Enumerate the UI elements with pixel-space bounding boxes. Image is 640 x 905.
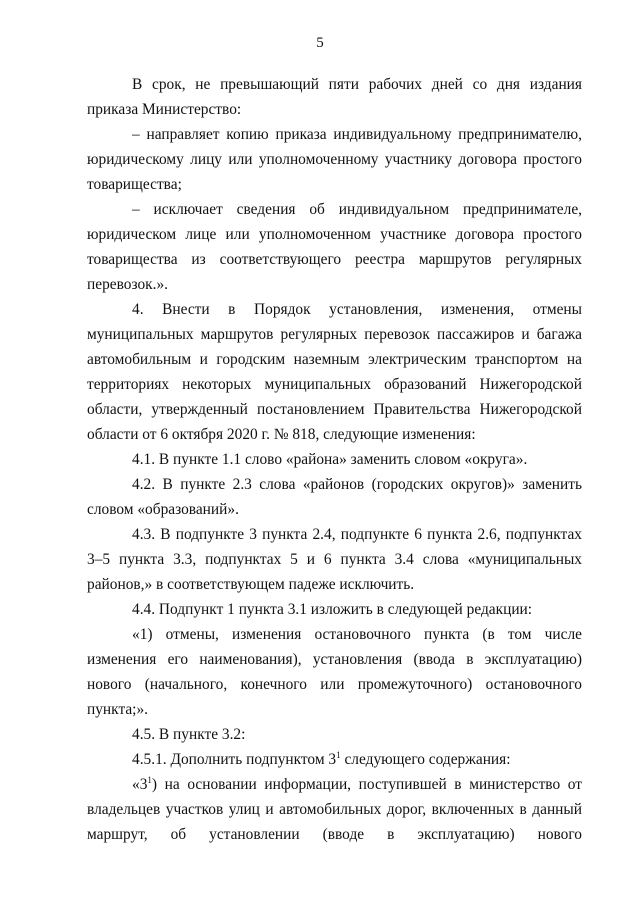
p11-after: следующего содержания: bbox=[340, 751, 511, 768]
document-body bbox=[87, 72, 582, 847]
paragraph-item-4-5-1 bbox=[87, 747, 582, 772]
p12-after: ) на основании информации, поступившей в министерство от владельцев участков улиц и автомобильных дорог, включенных в данный маршрут, об установлении (вводе в эксплуатацию) нового bbox=[87, 776, 582, 843]
p12-superscript: 1 bbox=[147, 775, 152, 785]
paragraph-quote-3-1 bbox=[87, 772, 582, 847]
paragraph-item-4-2: 4.2. В пункте 2.3 слова «районов (городских округов)» заменить словом «образований». bbox=[87, 476, 582, 518]
paragraph-item-4-3: 4.3. В подпункте 3 пункта 2.4, подпункте 6 пункта 2.6, подпунктах 3–5 пункта 3.3, подпунктах 5 и 6 пункта 3.4 слова «муниципальных районов,» в соответствующем падеже исключить. bbox=[87, 526, 582, 593]
paragraph-bullet-1: – направляет копию приказа индивидуальному предпринимателю, юридическому лицу или уполномоченному участнику договора простого товарищества; bbox=[87, 126, 582, 193]
paragraph-item-4-4: 4.4. Подпункт 1 пункта 3.1 изложить в следующей редакции: bbox=[132, 601, 533, 618]
paragraph-item-4-5: 4.5. В пункте 3.2: bbox=[132, 726, 246, 743]
paragraph-bullet-2: – исключает сведения об индивидуальном предпринимателе, юридическом лице или уполномоченном участнике договора простого товарищества из соответствующего реестра маршрутов регулярных перевозок.». bbox=[87, 201, 582, 293]
paragraph-intro: В срок, не превышающий пяти рабочих дней со дня издания приказа Министерство: bbox=[87, 76, 582, 118]
paragraph-item-4: 4. Внести в Порядок установления, изменения, отмены муниципальных маршрутов регулярных перевозок пассажиров и багажа автомобильным и городским наземным электрическим транспортом на территориях некоторых муниципальных образований Нижегородской области, утвержденный постановлением Правительства Нижегородской области от 6 октября 2020 г. № 818, следующие изменения: bbox=[87, 301, 582, 443]
paragraph-item-4-1: 4.1. В пункте 1.1 слово «района» заменить словом «округа». bbox=[132, 451, 528, 468]
p12-before: «3 bbox=[132, 776, 148, 793]
p11-before: 4.5.1. Дополнить подпунктом 3 bbox=[132, 751, 337, 768]
page-number: 5 bbox=[316, 35, 324, 51]
p11-superscript: 1 bbox=[336, 750, 341, 760]
paragraph-quote-1: «1) отмены, изменения остановочного пункта (в том числе изменения его наименования), установления (ввода в эксплуатацию) нового (начального, конечного или промежуточного) остановочного пункта;». bbox=[87, 626, 582, 718]
